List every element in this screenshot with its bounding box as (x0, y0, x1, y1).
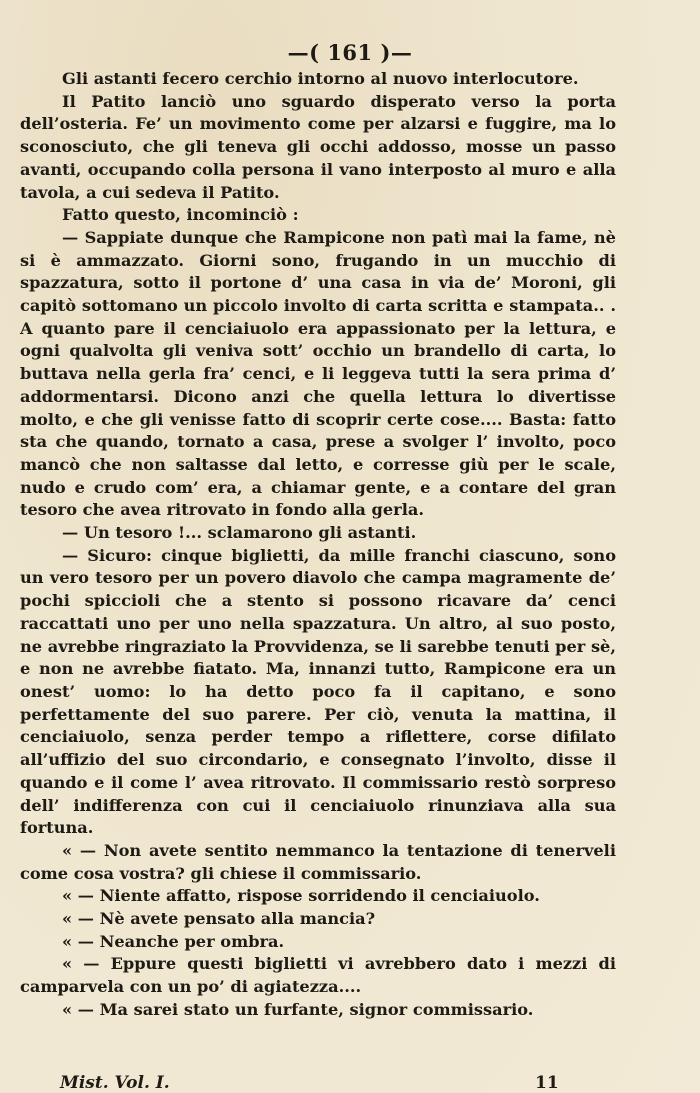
paragraph: « — Non avete sentito nemmanco la tentazione di tenerveli come cosa vostra? gli chiese il commissario. (20, 840, 616, 883)
paragraph: « — Eppure questi biglietti vi avrebbero dato i mezzi di camparvela con un po’ di agiatezza.... (20, 954, 616, 997)
paragraph: « — Nè avete pensato alla mancia? (62, 909, 376, 929)
paragraph: Il Patito lanciò uno sguardo disperato verso la porta dell’osteria. Fe’ un movimento come per alzarsi e fuggire, ma lo sconosciuto, che gli teneva gli occhi addosso, mosse un passo avanti, occupando colla persona il vano interposto al muro e alla tavola, a cui sedeva il Patito. (20, 91, 616, 202)
body-text (20, 68, 616, 1022)
paragraph: — Un tesoro !... sclamarono gli astanti. (62, 523, 417, 543)
paragraph: « — Ma sarei stato un furfante, signor commissario. (62, 999, 534, 1019)
paragraph: Gli astanti fecero cerchio intorno al nuovo interlocutore. (62, 69, 579, 88)
page-number-header: —( 161 )— (287, 40, 413, 65)
signature-mark: Mist. Vol. I. (60, 1073, 170, 1093)
gathering-number: 11 (535, 1073, 559, 1093)
paragraph: — Sappiate dunque che Rampicone non patì mai la fame, nè si è ammazzato. Giorni sono, frugando in un mucchio di spazzatura, sotto il portone d’ una casa in via de’ Moroni, gli capitò sottomano un piccolo involto di carta scritta e stampata.. . A quanto pare il cenciaiuolo era appassionato per la lettura, e ogni qualvolta gli veniva sott’ occhio un brandello di carta, lo buttava nella gerla fra’ cenci, e li leggeva tutti la sera prima d’ addormentarsi. Dicono anzi che quella lettura lo divertisse molto, e che gli venisse fatto di scoprir certe cose.... Basta: fatto sta che quando, tornato a casa, prese a svolger l’ involto, poco mancò che non saltasse dal letto, e corresse giù per le scale, nudo e crudo com’ era, a chiamar gente, e a contare del gran tesoro che avea ritrovato in fondo alla gerla. (20, 227, 616, 520)
paragraph: Fatto questo, incominciò : (62, 205, 299, 225)
page-footer (60, 1073, 560, 1093)
paragraph: « — Niente affatto, rispose sorridendo il cenciaiuolo. (62, 886, 540, 906)
paragraph: — Sicuro: cinque biglietti, da mille franchi ciascuno, sono un vero tesoro per un povero diavolo che campa magramente de’ pochi spiccioli che a stento si possono ricavare da’ cenci raccattati uno per uno nella spazzatura. Un altro, al suo posto, ne avrebbe ringraziato la Provvidenza, se li sarebbe tenuti per sè, e non ne avrebbe fiatato. Ma, innanzi tutto, Rampicone era un onest’ uomo: lo ha detto poco fa il capitano, e sono perfettamente del suo parere. Per ciò, venuta la mattina, il cenciaiuolo, senza perder tempo a riflettere, corse difilato all’uffizio del suo circondario, e consegnato l’involto, disse il quando e il come l’ avea ritrovato. Il commissario restò sorpreso dell’ indifferenza con cui il cenciaiuolo rinunziava alla sua fortuna. (20, 545, 616, 838)
paragraph: « — Neanche per ombra. (62, 931, 285, 951)
